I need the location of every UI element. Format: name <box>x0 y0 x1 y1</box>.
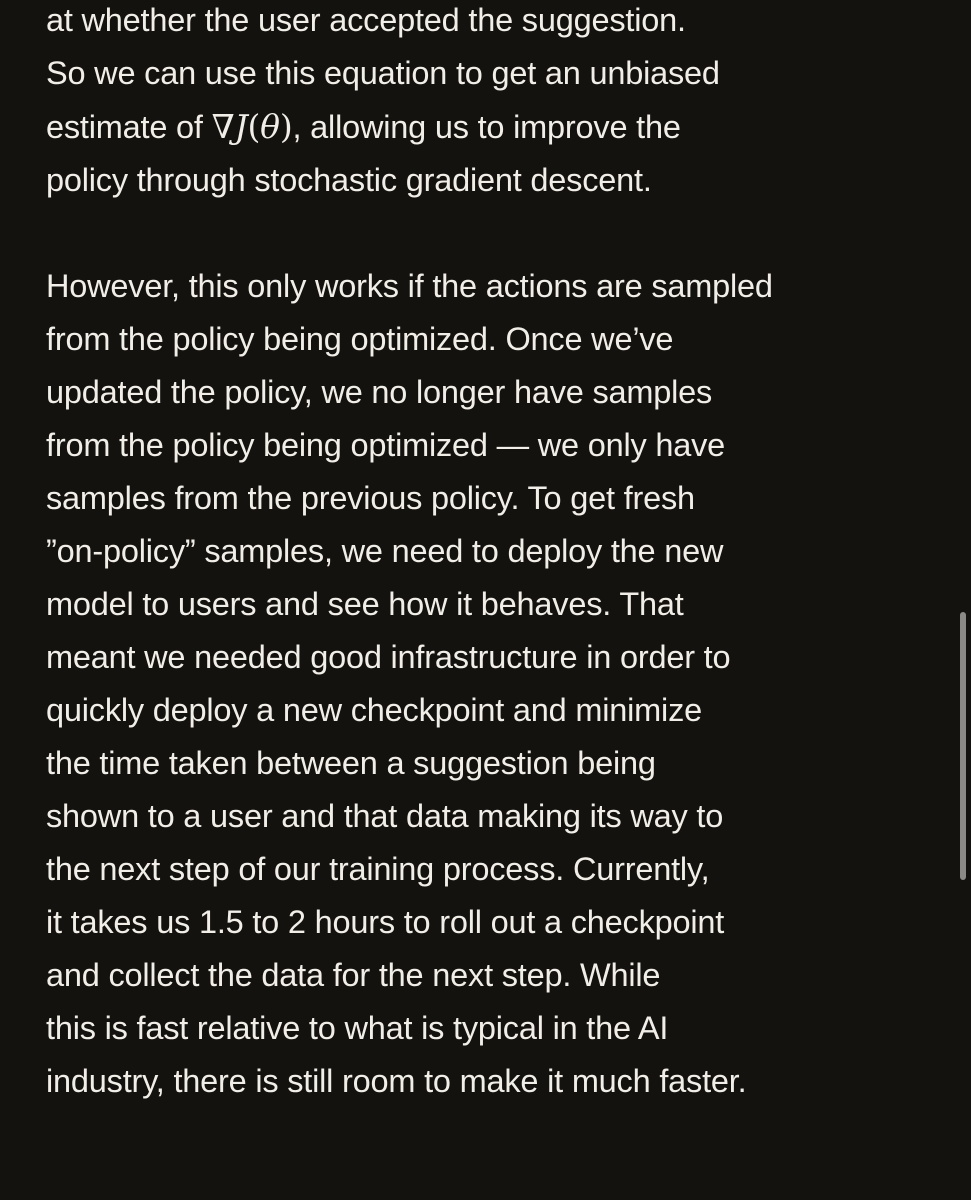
text-line: at whether the user accepted the suggestion. <box>46 2 686 38</box>
open-paren: ( <box>247 107 261 146</box>
text-line: industry, there is still room to make it much faster. <box>46 1063 747 1099</box>
text-line: ”on-policy” samples, we need to deploy the new <box>46 533 724 569</box>
vertical-scrollbar[interactable] <box>957 0 971 1200</box>
text-line: this is fast relative to what is typical in the AI <box>46 1010 669 1046</box>
text-line: model to users and see how it behaves. That <box>46 586 684 622</box>
function-symbol: J <box>234 107 248 146</box>
text-line: it takes us 1.5 to 2 hours to roll out a checkpoint <box>46 904 725 940</box>
text-line: updated the policy, we no longer have samples <box>46 374 713 410</box>
paragraph-2 <box>46 260 936 1108</box>
text-line-with-math <box>46 100 936 154</box>
text-fragment: estimate of <box>46 109 212 145</box>
text-line: and collect the data for the next step. While <box>46 957 661 993</box>
text-line: from the policy being optimized. Once we’ve <box>46 321 674 357</box>
text-line: shown to a user and that data making its way to <box>46 798 724 834</box>
close-paren: ) <box>279 107 293 146</box>
text-line: policy through stochastic gradient descent. <box>46 162 652 198</box>
text-line: samples from the previous policy. To get fresh <box>46 480 695 516</box>
text-line: So we can use this equation to get an unbiased <box>46 55 720 91</box>
scrollbar-thumb[interactable] <box>960 612 966 880</box>
theta-symbol: θ <box>260 107 280 146</box>
gradient-expression <box>212 107 293 146</box>
article-body <box>46 0 936 1108</box>
text-line: meant we needed good infrastructure in order to <box>46 639 731 675</box>
text-line: quickly deploy a new checkpoint and minimize <box>46 692 702 728</box>
text-line: However, this only works if the actions are sampled <box>46 268 773 304</box>
text-line: the time taken between a suggestion being <box>46 745 656 781</box>
text-line: from the policy being optimized — we only have <box>46 427 726 463</box>
text-fragment: , allowing us to improve the <box>292 109 681 145</box>
nabla-symbol: ∇ <box>211 107 235 146</box>
paragraph-1 <box>46 0 936 207</box>
text-line: the next step of our training process. Currently, <box>46 851 710 887</box>
